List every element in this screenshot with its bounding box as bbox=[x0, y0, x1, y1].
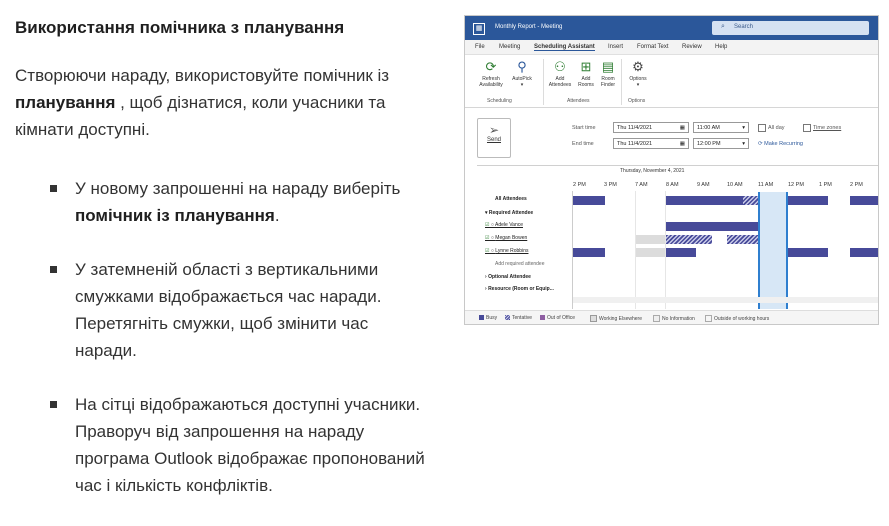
busy-block bbox=[850, 196, 878, 205]
window-title: Monthly Report - Meeting bbox=[495, 24, 563, 30]
hour-label: 8 AM bbox=[666, 182, 679, 188]
busy-swatch bbox=[479, 315, 484, 320]
optional-label: Optional Attendee bbox=[488, 274, 531, 280]
send-label: Send bbox=[486, 137, 501, 143]
make-recurring-link[interactable]: ⟳ Make Recurring bbox=[758, 141, 803, 147]
legend-out-of-office bbox=[540, 315, 575, 321]
out-of-office-swatch bbox=[540, 315, 545, 320]
add-required-attendee[interactable]: Add required attendee bbox=[495, 261, 545, 267]
busy-block bbox=[666, 248, 696, 257]
end-date-field[interactable] bbox=[613, 138, 689, 149]
autopick-label: AutoPick bbox=[512, 76, 532, 82]
tentative-block bbox=[727, 235, 758, 244]
end-time-label: End time bbox=[572, 141, 594, 147]
add-attendees-label: Add bbox=[555, 76, 565, 82]
required-attendee-group[interactable]: ▾ Required Attendee bbox=[485, 210, 534, 216]
legend-working-elsewhere bbox=[590, 315, 642, 322]
intro-text-end: , щоб дізнатися, коли учасники та кімнати доступні. bbox=[15, 93, 386, 139]
send-button[interactable] bbox=[477, 118, 511, 158]
hour-label: 3 PM bbox=[604, 182, 617, 188]
group-options: Options bbox=[628, 98, 646, 104]
resource-label: Resource (Room or Equip... bbox=[488, 286, 554, 292]
checkbox-icon: ☑ bbox=[485, 235, 490, 241]
attendee-row-adele[interactable]: ☑ ○ Adele Vance bbox=[485, 222, 523, 228]
add-rooms-icon: ⊞ bbox=[580, 59, 592, 74]
attendee-row-lynne[interactable]: ☑ ○ Lynne Robbins bbox=[485, 248, 529, 254]
room-finder-button[interactable] bbox=[597, 59, 619, 88]
horizontal-scrollbar[interactable] bbox=[573, 297, 878, 303]
bullet-text: На сітці відображаються доступні учасники. Праворуч від запрошення на нараду програма Outlook відображає пропонований час і кількість конфліктів. bbox=[75, 395, 425, 495]
menu-scheduling-assistant[interactable]: Scheduling Assistant bbox=[534, 44, 595, 50]
attendee-row-megan[interactable]: ☑ ○ Megan Bowen bbox=[485, 235, 528, 241]
gear-icon: ⚙ bbox=[632, 59, 644, 74]
menu-file[interactable]: File bbox=[475, 44, 485, 50]
start-time-label: Start time bbox=[572, 125, 596, 131]
calendar-icon: ▦ bbox=[679, 141, 685, 147]
hour-label: 9 AM bbox=[697, 182, 710, 188]
optional-attendee-group[interactable]: › Optional Attendee bbox=[485, 274, 531, 280]
search-box[interactable] bbox=[712, 21, 869, 35]
send-icon: ➢ bbox=[488, 123, 500, 137]
time-zones-label: Time zones bbox=[813, 125, 842, 131]
ribbon-divider bbox=[543, 59, 544, 105]
options-label: Options bbox=[629, 76, 647, 82]
required-label: Required Attendee bbox=[488, 210, 534, 216]
all-day-checkbox[interactable] bbox=[758, 124, 766, 132]
bullet-marker bbox=[50, 266, 57, 273]
busy-block bbox=[788, 196, 828, 205]
busy-block bbox=[666, 222, 758, 231]
start-date-field[interactable] bbox=[613, 122, 689, 133]
menu-bar bbox=[465, 40, 878, 55]
end-time-value: 12:00 PM bbox=[697, 141, 721, 147]
busy-block bbox=[788, 248, 828, 257]
list-item bbox=[50, 391, 430, 499]
intro-paragraph bbox=[15, 62, 435, 143]
calendar-icon: ▦ bbox=[679, 125, 685, 131]
bullet-list bbox=[50, 175, 430, 526]
legend-label: Out of Office bbox=[547, 315, 575, 321]
tentative-swatch bbox=[505, 315, 510, 320]
menu-meeting[interactable]: Meeting bbox=[499, 44, 521, 50]
add-attendees-label-2: Attendees bbox=[548, 82, 572, 88]
no-info-block bbox=[636, 248, 665, 257]
all-day-label: All day bbox=[768, 125, 785, 131]
menu-format-text[interactable]: Format Text bbox=[637, 44, 669, 50]
attendee-name: Lynne Robbins bbox=[495, 248, 529, 254]
no-info-block bbox=[636, 235, 665, 244]
hour-label: 12 PM bbox=[788, 182, 804, 188]
list-item bbox=[50, 175, 430, 229]
day-label: Thursday, November 4, 2021 bbox=[620, 168, 685, 174]
legend-no-information bbox=[653, 315, 695, 322]
bullet-text: У новому запрошенні на нараду виберіть bbox=[75, 179, 401, 198]
start-time-value: 11:00 AM bbox=[697, 125, 720, 131]
legend-label: Tentative bbox=[512, 315, 533, 321]
tentative-block bbox=[743, 196, 758, 205]
legend-label: No Information bbox=[662, 315, 695, 322]
legend bbox=[465, 310, 878, 325]
no-information-swatch bbox=[653, 315, 660, 322]
attendee-name: Adele Vance bbox=[495, 222, 523, 228]
add-rooms-label-2: Rooms bbox=[578, 82, 594, 88]
autopick-icon: ⚲ bbox=[517, 59, 527, 74]
legend-label: Working Elsewhere bbox=[599, 315, 642, 322]
chevron-down-icon: ▾ bbox=[742, 141, 745, 147]
search-icon: ⌕ bbox=[721, 23, 725, 30]
bullet-marker bbox=[50, 401, 57, 408]
resource-group[interactable]: › Resource (Room or Equip... bbox=[485, 286, 554, 292]
legend-outside-hours bbox=[705, 315, 769, 322]
end-date-value: Thu 11/4/2021 bbox=[617, 141, 653, 147]
bullet-marker bbox=[50, 185, 57, 192]
all-attendees-row: All Attendees bbox=[495, 196, 527, 202]
add-attendees-button[interactable] bbox=[545, 59, 575, 88]
add-rooms-button[interactable] bbox=[575, 59, 597, 88]
busy-block bbox=[850, 248, 878, 257]
make-recurring-label: Make Recurring bbox=[764, 141, 803, 147]
outside-hours-swatch bbox=[705, 315, 712, 322]
group-scheduling: Scheduling bbox=[487, 98, 512, 104]
divider bbox=[477, 165, 878, 166]
attendee-name: Megan Bowen bbox=[495, 235, 528, 241]
hour-label: 10 AM bbox=[727, 182, 743, 188]
ribbon-divider bbox=[621, 59, 622, 105]
start-time-field[interactable] bbox=[693, 122, 749, 133]
checkbox-icon: ☑ bbox=[485, 248, 490, 254]
intro-text: Створюючи нараду, використовуйте помічник із bbox=[15, 66, 390, 85]
room-finder-label: Room bbox=[601, 76, 615, 82]
start-date-value: Thu 11/4/2021 bbox=[617, 125, 653, 131]
article-heading: Використання помічника з планування bbox=[15, 18, 345, 37]
add-rooms-label: Add bbox=[581, 76, 591, 82]
refresh-label: Refresh bbox=[482, 76, 500, 82]
bullet-text: У затемненій області з вертикальними смужками відображається час наради. Перетягніть смужки, щоб змінити час наради. bbox=[75, 260, 382, 360]
menu-insert[interactable]: Insert bbox=[608, 44, 624, 50]
list-item bbox=[50, 256, 430, 364]
checkbox-icon: ☑ bbox=[485, 222, 490, 228]
chevron-down-icon: ▾ bbox=[742, 125, 745, 131]
menu-help[interactable]: Help bbox=[715, 44, 728, 50]
intro-bold: планування bbox=[15, 93, 116, 112]
title-bar bbox=[465, 16, 878, 40]
bullet-text-end: . bbox=[274, 206, 280, 225]
group-attendees: Attendees bbox=[567, 98, 590, 104]
busy-block bbox=[666, 196, 743, 205]
hour-label: 2 PM bbox=[850, 182, 863, 188]
outlook-app-icon: ▦ bbox=[473, 23, 485, 35]
tentative-block bbox=[666, 235, 712, 244]
legend-tentative bbox=[505, 315, 532, 321]
add-attendees-icon: ⚇ bbox=[554, 59, 566, 74]
refresh-availability-button[interactable] bbox=[475, 59, 507, 88]
legend-label: Busy bbox=[486, 315, 498, 321]
busy-block bbox=[573, 248, 605, 257]
options-button[interactable]: ⚙ Options ▾ bbox=[623, 59, 653, 88]
room-finder-label-2: Finder bbox=[600, 82, 616, 88]
search-placeholder: Search bbox=[734, 24, 754, 30]
end-time-field[interactable] bbox=[693, 138, 749, 149]
menu-review[interactable]: Review bbox=[682, 44, 702, 50]
legend-label: Outside of working hours bbox=[714, 315, 770, 322]
hour-label: 11 AM bbox=[758, 182, 774, 188]
bullet-bold: помічник із планування bbox=[75, 206, 275, 225]
meeting-time-selection[interactable] bbox=[758, 192, 788, 309]
autopick-button[interactable]: ⚲ AutoPick ▾ bbox=[507, 59, 537, 88]
hour-label: 1 PM bbox=[819, 182, 832, 188]
hour-label: 7 AM bbox=[635, 182, 648, 188]
ribbon bbox=[465, 55, 878, 108]
hour-label: 2 PM bbox=[573, 182, 586, 188]
room-finder-icon: ▤ bbox=[601, 59, 615, 74]
working-elsewhere-swatch bbox=[590, 315, 597, 322]
legend-busy bbox=[479, 315, 497, 321]
time-zones-checkbox[interactable] bbox=[803, 124, 811, 132]
busy-block bbox=[573, 196, 605, 205]
refresh-label-2: Availability bbox=[479, 82, 503, 88]
outlook-screenshot bbox=[464, 15, 879, 325]
refresh-icon: ⟳ bbox=[485, 59, 497, 74]
